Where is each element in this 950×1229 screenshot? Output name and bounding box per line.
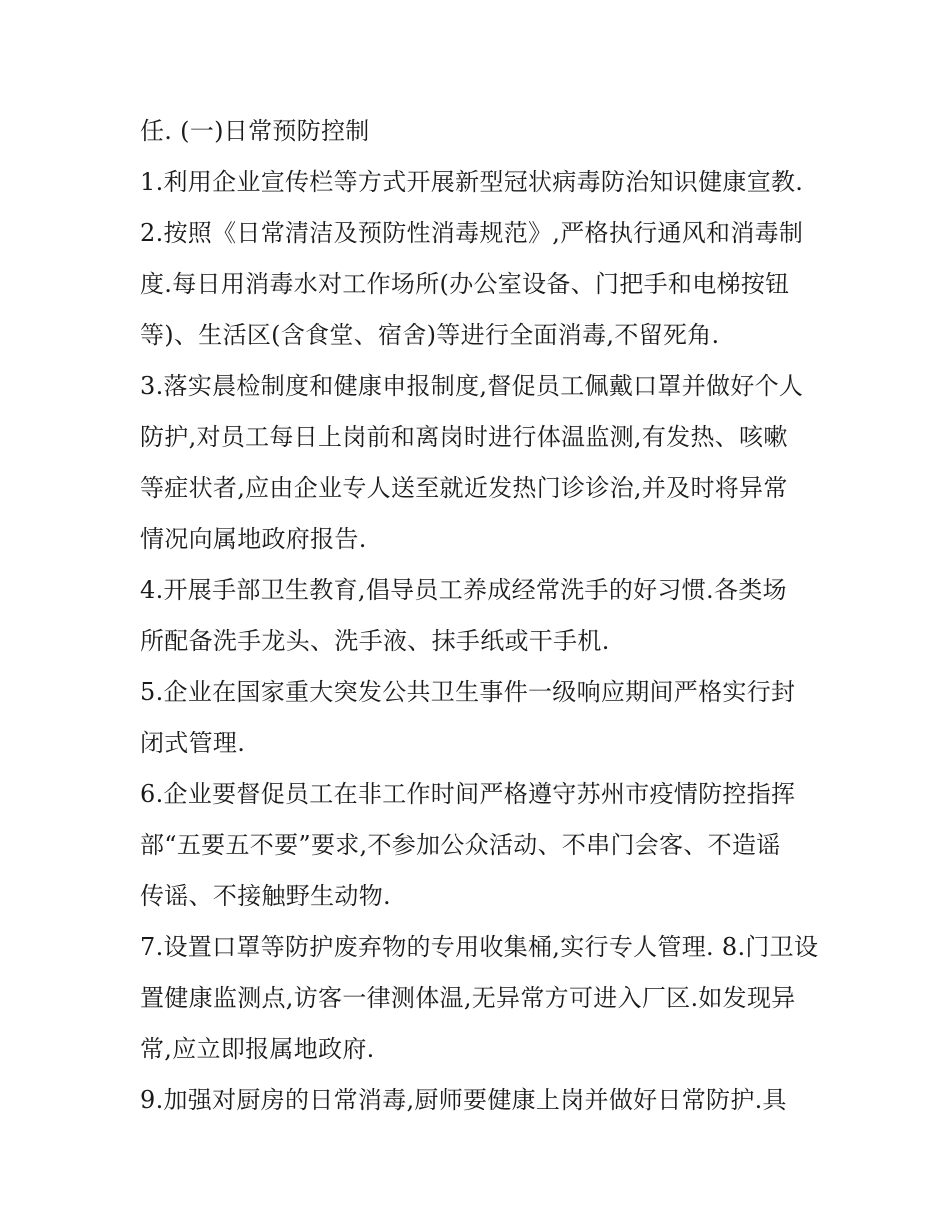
document-body [140,106,820,1126]
paragraph-line: 部“五要五不要”要求,不参加公众活动、不串门会客、不造谣 [140,831,781,859]
paragraph-line: 传谣、不接触野生动物. [140,882,391,910]
paragraph-line: 2.按照《日常清洁及预防性消毒规范》,严格执行通风和消毒制 [140,219,804,247]
paragraph-line: 所配备洗手龙头、洗手液、抹手纸或干手机. [140,627,610,655]
paragraph-line: 9.加强对厨房的日常消毒,厨师要健康上岗并做好日常防护.具 [140,1086,787,1114]
paragraph-line: 5.企业在国家重大突发公共卫生事件一级响应期间严格实行封 [140,678,796,706]
paragraph-line: 情况向属地政府报告. [140,525,367,553]
paragraph-line: 7.设置口罩等防护废弃物的专用收集桶,实行专人管理. 8.门卫设 [140,933,819,961]
paragraph-line: 置健康监测点,访客一律测体温,无异常方可进入厂区.如发现异 [140,984,796,1012]
paragraph-line: 1.利用企业宣传栏等方式开展新型冠状病毒防治知识健康宣教. [140,168,804,196]
section-heading: 任. (一)日常预防控制 [140,117,370,145]
paragraph-line: 度.每日用消毒水对工作场所(办公室设备、门把手和电梯按钮 [140,270,790,298]
paragraph-line: 闭式管理. [140,729,246,757]
paragraph-line: 3.落实晨检制度和健康申报制度,督促员工佩戴口罩并做好个人 [140,372,804,400]
paragraph-line: 常,应立即报属地政府. [140,1035,375,1063]
paragraph-line: 防护,对员工每日上岗前和离岗时进行体温监测,有发热、咳嗽 [140,423,788,451]
paragraph-line: 4.开展手部卫生教育,倡导员工养成经常洗手的好习惯.各类场 [140,576,787,604]
paragraph-line: 等症状者,应由企业专人送至就近发热门诊诊治,并及时将异常 [140,474,788,502]
paragraph-line: 等)、生活区(含食堂、宿舍)等进行全面消毒,不留死角. [140,321,720,349]
paragraph-line: 6.企业要督促员工在非工作时间严格遵守苏州市疫情防控指挥 [140,780,796,808]
